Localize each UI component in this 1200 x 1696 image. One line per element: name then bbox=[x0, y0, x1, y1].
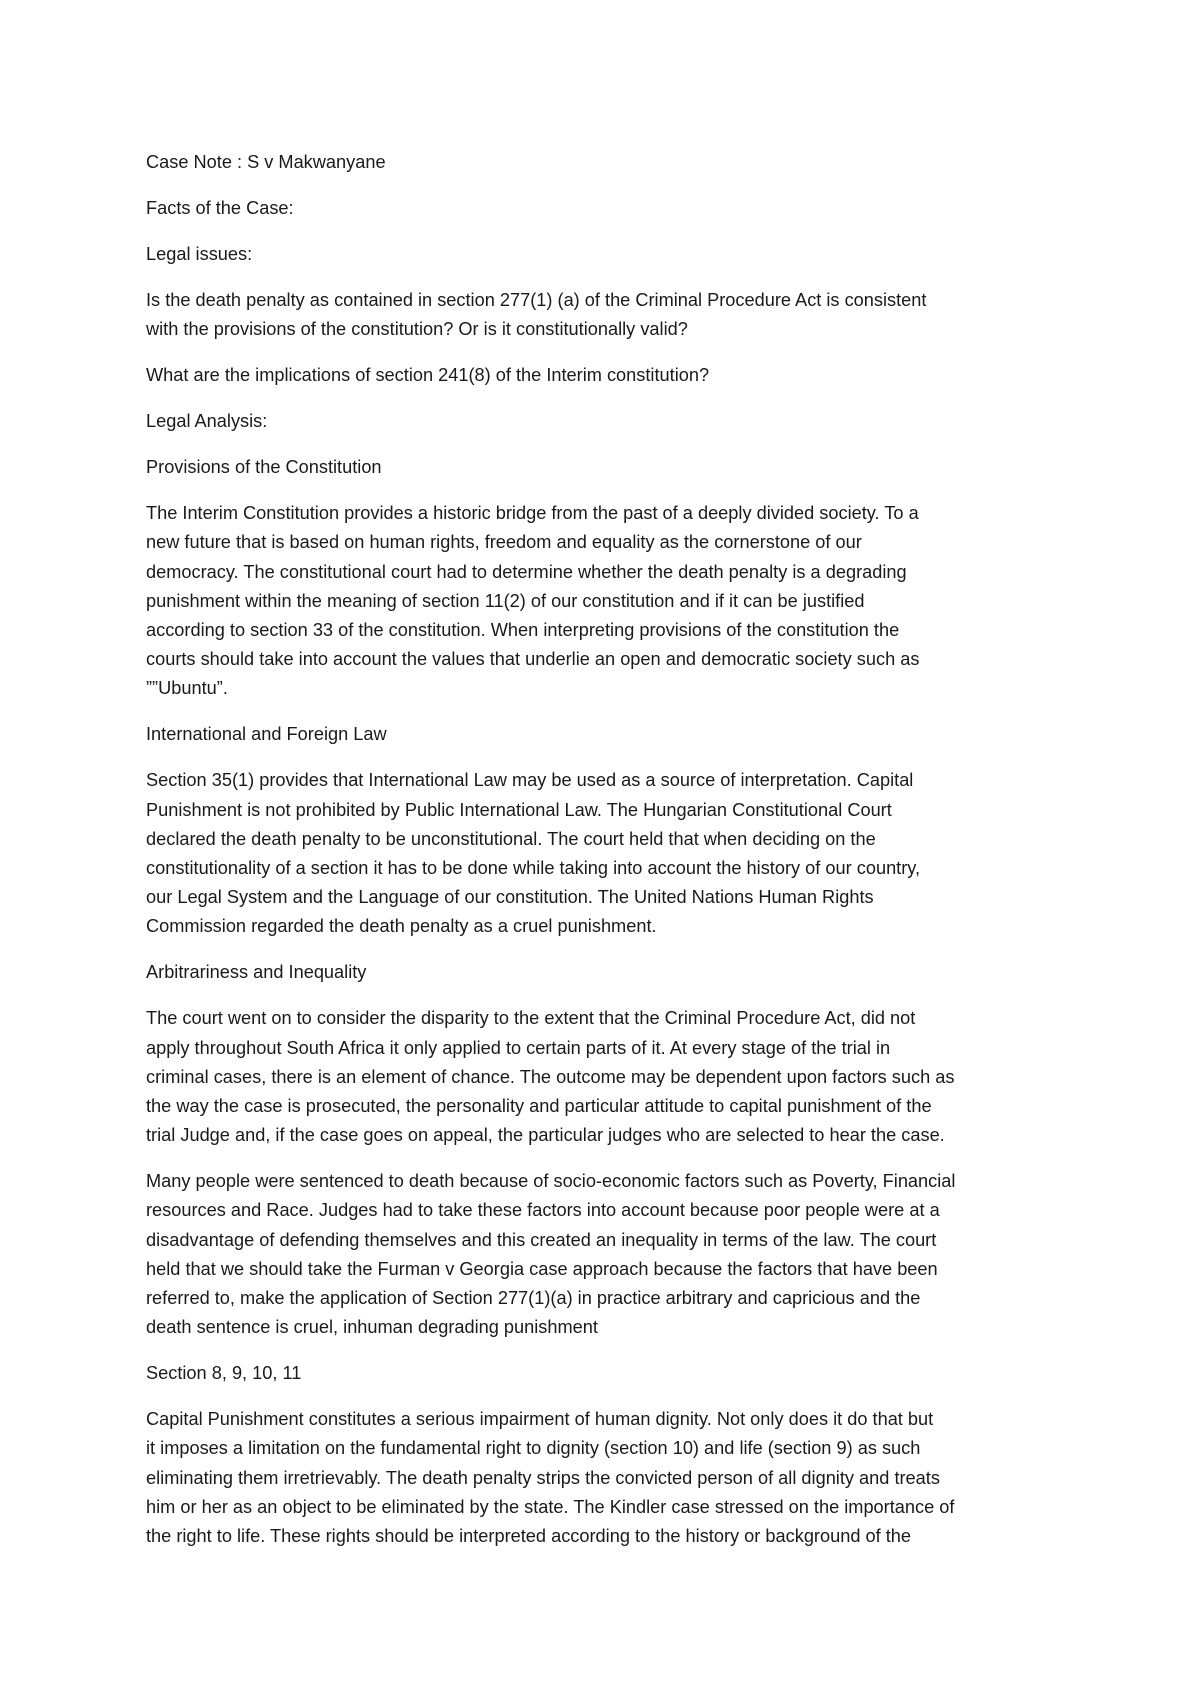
sections-paragraph: Capital Punishment constitutes a serious impairment of human dignity. Not only does it do that but it imposes a limitation on the fundamental right to dignity (section 10) and life (section 9) as such eliminating them irretrievably. The death penalty strips the convicted person of all dignity and treats him or her as an object to be eliminated by the state. The Kindler case stressed on the importance of the right to life. These rights should be interpreted according to the history or background of the bbox=[146, 1409, 955, 1547]
facts-heading: Facts of the Case: bbox=[146, 198, 294, 218]
provisions-heading: Provisions of the Constitution bbox=[146, 457, 382, 478]
international-paragraph: Section 35(1) provides that International Law may be used as a source of interpretation. Capital Punishment is not prohibited by Public International Law. The Hungarian Constitutional Court declared the death penalty to be unconstitutional. The court held that when deciding on the constitutionality of a section it has to be done while taking into account the history of our country, our Legal System and the Language of our constitution. The United Nations Human Rights Commission regarded the death penalty as a cruel punishment. bbox=[146, 770, 921, 937]
legal-analysis-heading: Legal Analysis: bbox=[146, 411, 268, 432]
document-title: Case Note : S v Makwanyane bbox=[146, 152, 386, 172]
arbitrariness-paragraph-1: The court went on to consider the disparity to the extent that the Criminal Procedure Act, did not apply throughout South Africa it only applied to certain parts of it. At every stage of the trial in criminal cases, there is an element of chance. The outcome may be dependent upon factors such as the way the case is prosecuted, the personality and particular attitude to capital punishment of the trial Judge and, if the case goes on appeal, the particular judges who are selected to hear the case. bbox=[146, 1008, 955, 1146]
legal-issue-2: What are the implications of section 241(8) of the Interim constitution? bbox=[146, 365, 710, 386]
international-heading: International and Foreign Law bbox=[146, 724, 387, 745]
legal-issue-1: Is the death penalty as contained in section 277(1) (a) of the Criminal Procedure Act is consistent with the provisions of the constitution? Or is it constitutionally valid? bbox=[146, 290, 927, 340]
document-body bbox=[146, 148, 1066, 1568]
arbitrariness-paragraph-2: Many people were sentenced to death because of socio-economic factors such as Poverty, Financial resources and Race. Judges had to take these factors into account because poor people were at a disadvantage of defending themselves and this created an inequality in terms of the law. The court held that we should take the Furman v Georgia case approach because the factors that have been referred to, make the application of Section 277(1)(a) in practice arbitrary and capricious and the death sentence is cruel, inhuman degrading punishment bbox=[146, 1171, 956, 1338]
arbitrariness-heading: Arbitrariness and Inequality bbox=[146, 962, 367, 983]
legal-issues-heading: Legal issues: bbox=[146, 244, 253, 264]
sections-heading: Section 8, 9, 10, 11 bbox=[146, 1363, 302, 1384]
provisions-paragraph: The Interim Constitution provides a historic bridge from the past of a deeply divided society. To a new future that is based on human rights, freedom and equality as the cornerstone of our democracy. The constitutional court had to determine whether the death penalty is a degrading punishment within the meaning of section 11(2) of our constitution and if it can be justified according to section 33 of the constitution. When interpreting provisions of the constitution the courts should take into account the values that underlie an open and democratic society such as ””Ubuntu”. bbox=[146, 503, 920, 699]
